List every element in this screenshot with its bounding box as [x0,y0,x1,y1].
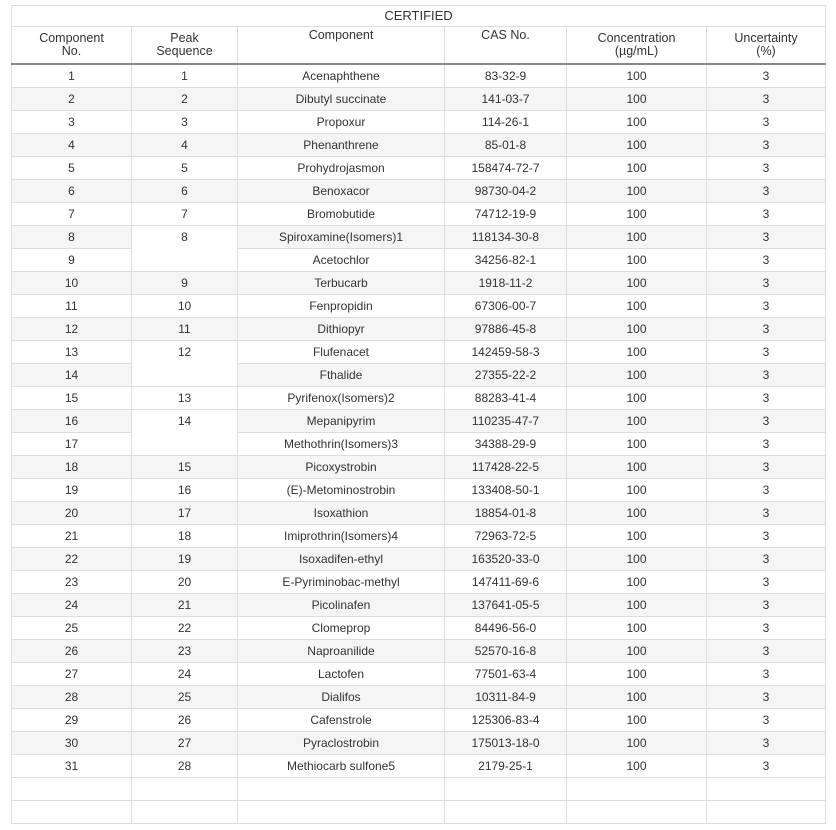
cell-component: Dithiopyr [238,318,445,341]
cell-component-no: 18 [12,456,132,479]
cell-cas-no: 74712-19-9 [445,203,567,226]
cell-concentration: 100 [567,295,707,318]
cell-cas-no: 34388-29-9 [445,433,567,456]
empty-cell [567,801,707,824]
empty-cell [12,801,132,824]
table-row [12,594,826,617]
cell-concentration: 100 [567,433,707,456]
cell-uncertainty: 3 [707,249,826,272]
cell-component: Spiroxamine(Isomers)1 [238,226,445,249]
cell-component: Picoxystrobin [238,456,445,479]
table-row [12,387,826,410]
cell-uncertainty: 3 [707,594,826,617]
cell-concentration: 100 [567,203,707,226]
cell-cas-no: 67306-00-7 [445,295,567,318]
cell-cas-no: 163520-33-0 [445,548,567,571]
cell-component-no: 8 [12,226,132,249]
cell-uncertainty: 3 [707,732,826,755]
cell-component-no: 27 [12,663,132,686]
empty-cell [12,778,132,801]
cell-component: Flufenacet [238,341,445,364]
cell-concentration: 100 [567,387,707,410]
cell-component-no: 5 [12,157,132,180]
empty-cell [567,778,707,801]
cell-component: Benoxacor [238,180,445,203]
cell-component: Picolinafen [238,594,445,617]
cell-component: Dibutyl succinate [238,88,445,111]
cell-concentration: 100 [567,456,707,479]
cell-component-no: 20 [12,502,132,525]
cell-component: Cafenstrole [238,709,445,732]
cell-uncertainty: 3 [707,341,826,364]
cell-cas-no: 158474-72-7 [445,157,567,180]
cell-cas-no: 117428-22-5 [445,456,567,479]
cell-uncertainty: 3 [707,456,826,479]
header-cas-no: CAS No. [445,27,567,65]
cell-component-no: 16 [12,410,132,433]
cell-concentration: 100 [567,341,707,364]
cell-uncertainty: 3 [707,203,826,226]
cell-uncertainty: 3 [707,525,826,548]
cell-peak-sequence: 26 [132,709,238,732]
cell-cas-no: 10311-84-9 [445,686,567,709]
cell-uncertainty: 3 [707,617,826,640]
cell-component-no: 13 [12,341,132,364]
cell-uncertainty: 3 [707,571,826,594]
cell-peak-sequence: 22 [132,617,238,640]
table-row [12,732,826,755]
cell-peak-sequence: 1 [132,64,238,88]
cell-uncertainty: 3 [707,755,826,778]
cell-cas-no: 27355-22-2 [445,364,567,387]
table-row [12,203,826,226]
cell-component: Dialifos [238,686,445,709]
certified-table-container [11,5,825,824]
cell-concentration: 100 [567,410,707,433]
empty-cell [238,778,445,801]
cell-concentration: 100 [567,663,707,686]
cell-component-no: 6 [12,180,132,203]
cell-cas-no: 88283-41-4 [445,387,567,410]
cell-concentration: 100 [567,709,707,732]
table-row [12,272,826,295]
cell-cas-no: 34256-82-1 [445,249,567,272]
cell-concentration: 100 [567,548,707,571]
cell-component: Pyrifenox(Isomers)2 [238,387,445,410]
cell-component: Fenpropidin [238,295,445,318]
cell-component: Isoxadifen-ethyl [238,548,445,571]
cell-cas-no: 2179-25-1 [445,755,567,778]
cell-peak-sequence: 19 [132,548,238,571]
cell-component-no: 22 [12,548,132,571]
cell-concentration: 100 [567,318,707,341]
cell-concentration: 100 [567,617,707,640]
cell-peak-sequence: 11 [132,318,238,341]
cell-concentration: 100 [567,686,707,709]
cell-peak-sequence: 2 [132,88,238,111]
cell-component-no: 30 [12,732,132,755]
cell-cas-no: 72963-72-5 [445,525,567,548]
empty-cell [132,778,238,801]
header-concentration: Concentration (µg/mL) [567,27,707,65]
cell-component: Isoxathion [238,502,445,525]
cell-concentration: 100 [567,364,707,387]
cell-component-no: 3 [12,111,132,134]
cell-component-no: 24 [12,594,132,617]
cell-peak-sequence: 18 [132,525,238,548]
cell-component-no: 9 [12,249,132,272]
table-row [12,341,826,364]
table-row [12,64,826,88]
table-row [12,111,826,134]
cell-concentration: 100 [567,272,707,295]
empty-cell [707,778,826,801]
cell-concentration: 100 [567,479,707,502]
cell-peak-sequence: 24 [132,663,238,686]
empty-cell [132,801,238,824]
cell-cas-no: 1918-11-2 [445,272,567,295]
cell-peak-sequence: 5 [132,157,238,180]
table-row [12,410,826,433]
cell-concentration: 100 [567,226,707,249]
cell-component: Imiprothrin(Isomers)4 [238,525,445,548]
cell-component-no: 25 [12,617,132,640]
cell-peak-sequence: 25 [132,686,238,709]
cell-uncertainty: 3 [707,709,826,732]
cell-uncertainty: 3 [707,640,826,663]
cell-peak-sequence: 12 [132,341,238,387]
cell-component-no: 11 [12,295,132,318]
cell-peak-sequence: 14 [132,410,238,456]
table-row [12,134,826,157]
cell-cas-no: 141-03-7 [445,88,567,111]
cell-component: Bromobutide [238,203,445,226]
table-row [12,640,826,663]
cell-component-no: 17 [12,433,132,456]
cell-cas-no: 52570-16-8 [445,640,567,663]
table-row [12,663,826,686]
cell-uncertainty: 3 [707,548,826,571]
cell-component: Prohydrojasmon [238,157,445,180]
cell-uncertainty: 3 [707,295,826,318]
cell-cas-no: 133408-50-1 [445,479,567,502]
cell-component-no: 19 [12,479,132,502]
cell-component-no: 4 [12,134,132,157]
cell-cas-no: 137641-05-5 [445,594,567,617]
cell-peak-sequence: 15 [132,456,238,479]
cell-peak-sequence: 16 [132,479,238,502]
cell-uncertainty: 3 [707,64,826,88]
cell-concentration: 100 [567,64,707,88]
table-row [12,686,826,709]
table-row [12,755,826,778]
cell-component-no: 1 [12,64,132,88]
certified-table [11,5,826,824]
cell-component: Phenanthrene [238,134,445,157]
cell-concentration: 100 [567,732,707,755]
table-row [12,456,826,479]
empty-row [12,778,826,801]
cell-cas-no: 125306-83-4 [445,709,567,732]
cell-component-no: 21 [12,525,132,548]
cell-component: Propoxur [238,111,445,134]
cell-uncertainty: 3 [707,387,826,410]
empty-cell [445,778,567,801]
cell-component-no: 15 [12,387,132,410]
cell-peak-sequence: 13 [132,387,238,410]
table-row [12,88,826,111]
cell-peak-sequence: 8 [132,226,238,272]
cell-peak-sequence: 3 [132,111,238,134]
table-row [12,502,826,525]
table-row [12,157,826,180]
cell-peak-sequence: 9 [132,272,238,295]
cell-cas-no: 84496-56-0 [445,617,567,640]
table-row [12,226,826,249]
cell-uncertainty: 3 [707,180,826,203]
cell-peak-sequence: 23 [132,640,238,663]
cell-component: Pyraclostrobin [238,732,445,755]
cell-uncertainty: 3 [707,134,826,157]
cell-concentration: 100 [567,502,707,525]
cell-uncertainty: 3 [707,318,826,341]
cell-component: Acenaphthene [238,64,445,88]
cell-cas-no: 18854-01-8 [445,502,567,525]
cell-component: Methiocarb sulfone5 [238,755,445,778]
empty-cell [445,801,567,824]
cell-component: Lactofen [238,663,445,686]
cell-component-no: 14 [12,364,132,387]
cell-component-no: 28 [12,686,132,709]
cell-component: Methothrin(Isomers)3 [238,433,445,456]
table-body [12,64,826,824]
cell-uncertainty: 3 [707,364,826,387]
cell-component: Acetochlor [238,249,445,272]
header-component-no: Component No. [12,27,132,65]
cell-cas-no: 77501-63-4 [445,663,567,686]
cell-peak-sequence: 21 [132,594,238,617]
table-row [12,318,826,341]
cell-cas-no: 98730-04-2 [445,180,567,203]
cell-concentration: 100 [567,525,707,548]
cell-cas-no: 118134-30-8 [445,226,567,249]
cell-concentration: 100 [567,249,707,272]
cell-cas-no: 97886-45-8 [445,318,567,341]
cell-component-no: 12 [12,318,132,341]
cell-component-no: 2 [12,88,132,111]
cell-peak-sequence: 6 [132,180,238,203]
cell-uncertainty: 3 [707,433,826,456]
cell-uncertainty: 3 [707,502,826,525]
table-row [12,180,826,203]
empty-cell [707,801,826,824]
cell-uncertainty: 3 [707,686,826,709]
cell-concentration: 100 [567,640,707,663]
cell-uncertainty: 3 [707,410,826,433]
cell-component: Clomeprop [238,617,445,640]
cell-cas-no: 147411-69-6 [445,571,567,594]
table-row [12,548,826,571]
cell-uncertainty: 3 [707,157,826,180]
table-row [12,525,826,548]
cell-concentration: 100 [567,157,707,180]
cell-peak-sequence: 20 [132,571,238,594]
table-row [12,617,826,640]
cell-uncertainty: 3 [707,479,826,502]
cell-concentration: 100 [567,180,707,203]
cell-component: E-Pyriminobac-methyl [238,571,445,594]
table-row [12,571,826,594]
table-title: CERTIFIED [12,6,826,27]
cell-cas-no: 83-32-9 [445,64,567,88]
cell-component-no: 29 [12,709,132,732]
header-uncertainty: Uncertainty (%) [707,27,826,65]
cell-peak-sequence: 17 [132,502,238,525]
table-row [12,709,826,732]
cell-uncertainty: 3 [707,663,826,686]
cell-component: Mepanipyrim [238,410,445,433]
cell-concentration: 100 [567,111,707,134]
cell-cas-no: 142459-58-3 [445,341,567,364]
empty-cell [238,801,445,824]
header-row [12,27,826,65]
cell-cas-no: 110235-47-7 [445,410,567,433]
cell-concentration: 100 [567,755,707,778]
table-row [12,295,826,318]
empty-row [12,801,826,824]
cell-component: Naproanilide [238,640,445,663]
cell-component-no: 23 [12,571,132,594]
cell-component-no: 26 [12,640,132,663]
cell-component: Terbucarb [238,272,445,295]
cell-cas-no: 85-01-8 [445,134,567,157]
cell-uncertainty: 3 [707,88,826,111]
cell-cas-no: 114-26-1 [445,111,567,134]
table-row [12,479,826,502]
cell-uncertainty: 3 [707,226,826,249]
cell-component: Fthalide [238,364,445,387]
cell-peak-sequence: 28 [132,755,238,778]
cell-uncertainty: 3 [707,272,826,295]
cell-uncertainty: 3 [707,111,826,134]
cell-peak-sequence: 7 [132,203,238,226]
cell-cas-no: 175013-18-0 [445,732,567,755]
cell-concentration: 100 [567,571,707,594]
cell-peak-sequence: 4 [132,134,238,157]
cell-concentration: 100 [567,88,707,111]
cell-component-no: 7 [12,203,132,226]
header-peak-sequence: Peak Sequence [132,27,238,65]
cell-component: (E)-Metominostrobin [238,479,445,502]
cell-concentration: 100 [567,134,707,157]
cell-peak-sequence: 27 [132,732,238,755]
cell-concentration: 100 [567,594,707,617]
cell-peak-sequence: 10 [132,295,238,318]
cell-component-no: 10 [12,272,132,295]
header-component: Component [238,27,445,65]
cell-component-no: 31 [12,755,132,778]
